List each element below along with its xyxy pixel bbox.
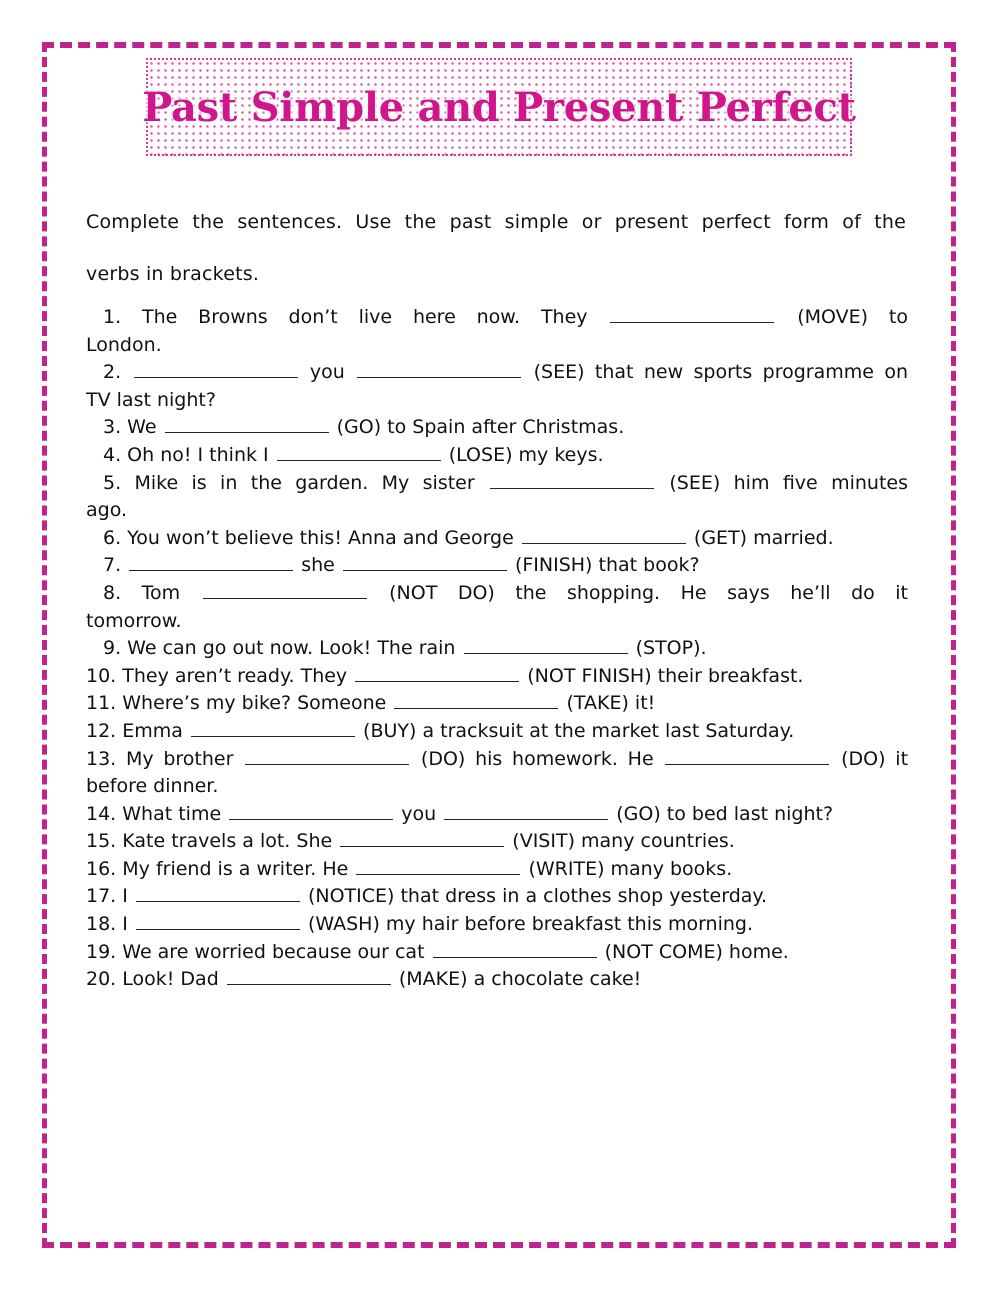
exercise-item [86,580,908,635]
answer-blank[interactable] [136,913,300,930]
item-text: I [122,885,128,908]
exercise-line [86,359,908,387]
item-text: Oh no! I think I [127,443,269,466]
item-text: (GET) married. [693,526,834,549]
item-number: 17. [86,885,123,908]
item-text: They aren’t ready. They [122,664,348,687]
item-number: 19. [86,940,123,963]
exercise-line [86,690,908,718]
answer-blank[interactable] [610,306,774,323]
answer-blank[interactable] [277,444,441,461]
answer-blank[interactable] [245,748,409,765]
exercise-line [86,525,908,553]
item-text: (MAKE) a chocolate cake! [398,968,642,991]
answer-blank[interactable] [129,554,293,571]
item-text: (SEE) him five minutes [669,471,908,494]
exercise-line [86,828,908,856]
item-number: 13. [86,747,126,770]
answer-blank[interactable] [340,830,504,847]
item-text: (NOT FINISH) their breakfast. [527,664,804,687]
item-text: Emma [122,719,183,742]
exercise-item [86,856,908,884]
title-banner [142,58,856,156]
item-text: My brother [125,747,234,770]
item-number: 9. [103,637,128,660]
exercise-item [86,635,908,663]
answer-blank[interactable] [355,665,519,682]
item-number: 7. [103,554,128,577]
item-text: My friend is a writer. He [122,857,349,880]
item-text: you [401,802,437,825]
exercise-line [86,856,908,884]
exercise-line [86,414,908,442]
item-text: (NOTICE) that dress in a clothes shop yesterday. [307,885,767,908]
exercise-item [86,663,908,691]
exercise-line [86,718,908,746]
answer-blank[interactable] [444,803,608,820]
answer-blank[interactable] [165,416,329,433]
exercise-item [86,801,908,829]
item-number: 2. [103,361,132,384]
exercise-line [86,635,908,663]
exercise-line [86,911,908,939]
exercise-item [86,911,908,939]
exercise-line [86,939,908,967]
exercise-item [86,359,908,414]
exercise-item [86,525,908,553]
item-text: (STOP). [635,637,707,660]
item-continuation: TV last night? [86,388,216,411]
answer-blank[interactable] [464,637,628,654]
item-number: 5. [103,471,135,494]
item-text: The Browns don’t live here now. They [141,306,588,328]
item-text: We can go out now. Look! The rain [127,637,456,660]
item-text: (BUY) a tracksuit at the market last Saturday. [363,719,795,742]
item-continuation: before dinner. [86,775,219,798]
item-text: (MOVE) to [797,306,909,328]
item-number: 15. [86,830,123,853]
page-title: Past Simple and Present Perfect [142,83,856,131]
exercise-item [86,414,908,442]
item-text: (VISIT) many countries. [512,830,735,853]
item-text: (TAKE) it! [566,692,656,715]
answer-blank[interactable] [229,803,393,820]
item-text: You won’t believe this! Anna and George [127,526,514,549]
exercise-item [86,552,908,580]
exercise-line [86,966,908,994]
item-number: 14. [86,802,123,825]
exercise-item [86,442,908,470]
item-text: (WRITE) many books. [528,857,733,880]
exercise-line [86,552,908,580]
exercise-line [86,663,908,691]
exercise-item [86,690,908,718]
answer-blank[interactable] [134,361,298,378]
exercise-item [86,304,908,359]
exercise-line [86,746,908,774]
item-text: (NOT COME) home. [604,940,789,963]
instructions-line-2: verbs in brackets. [86,263,260,285]
item-number: 11. [86,692,123,715]
item-continuation: tomorrow. [86,609,182,632]
exercise-line [86,304,908,332]
item-text: Tom [141,581,181,604]
answer-blank[interactable] [343,554,507,571]
item-number: 1. [103,306,142,328]
exercise-list [86,304,908,994]
item-text: (WASH) my hair before breakfast this morning. [307,913,754,936]
item-number: 20. [86,968,123,991]
item-continuation: London. [86,333,162,356]
item-continuation: ago. [86,499,128,522]
answer-blank[interactable] [227,968,391,985]
item-text: Where’s my bike? Someone [122,692,387,715]
answer-blank[interactable] [522,527,686,544]
instructions-line-1: Complete the sentences. Use the past simple or present perfect form of the [86,211,906,233]
exercise-item [86,966,908,994]
exercise-item [86,718,908,746]
item-number: 18. [86,913,123,936]
exercise-item [86,939,908,967]
item-text: We are worried because our cat [122,940,425,963]
item-number: 4. [103,443,128,466]
item-text: (GO) to bed last night? [616,802,834,825]
item-text: Look! Dad [122,968,219,991]
answer-blank[interactable] [394,692,558,709]
answer-blank[interactable] [203,582,367,599]
item-number: 8. [103,581,142,604]
answer-blank[interactable] [136,885,300,902]
item-text: (SEE) that new sports programme on [533,361,908,384]
exercise-line [86,883,908,911]
item-text: I [122,913,128,936]
answer-blank[interactable] [356,858,520,875]
item-text: (LOSE) my keys. [448,443,604,466]
item-number: 3. [103,416,128,439]
item-text: (GO) to Spain after Christmas. [336,416,625,439]
item-text: Mike is in the garden. My sister [134,471,475,494]
answer-blank[interactable] [490,472,654,489]
item-text: she [301,554,335,577]
item-number: 12. [86,719,123,742]
exercise-line [86,580,908,608]
item-text: you [309,361,345,384]
exercise-line [86,470,908,498]
answer-blank[interactable] [433,941,597,958]
item-number: 10. [86,664,123,687]
answer-blank[interactable] [191,720,355,737]
exercise-line [86,801,908,829]
item-text: (NOT DO) the shopping. He says he’ll do it [389,581,908,604]
item-text: What time [122,802,222,825]
item-text: Kate travels a lot. She [122,830,333,853]
item-text: (DO) it [841,747,909,770]
exercise-item [86,746,908,801]
item-text: (DO) his homework. He [420,747,654,770]
item-text: (FINISH) that book? [514,554,700,577]
item-number: 16. [86,857,123,880]
exercise-item [86,883,908,911]
answer-blank[interactable] [665,748,829,765]
exercise-item [86,828,908,856]
exercise-item [86,470,908,525]
answer-blank[interactable] [357,361,521,378]
item-number: 6. [103,526,128,549]
exercise-line [86,442,908,470]
item-text: We [127,416,157,439]
